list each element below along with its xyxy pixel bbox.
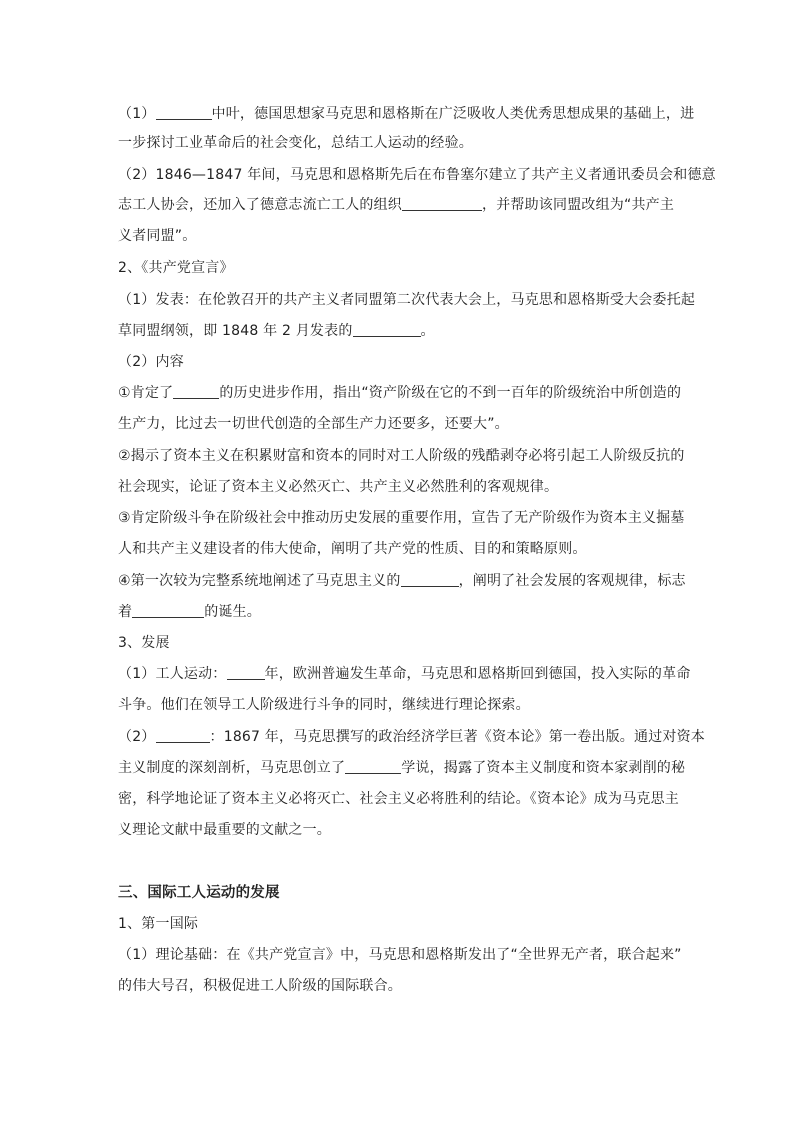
fill-in-blank xyxy=(156,728,210,743)
chapter-heading: 三、国际工人运动的发展 xyxy=(118,885,280,901)
fill-in-blank xyxy=(402,196,482,211)
text-line: （1）工人运动： 年，欧洲普遍发生革命，马克思和恩格斯回到德国，投入实际的革命 xyxy=(118,666,691,682)
text-line: 义者同盟”。 xyxy=(118,228,197,244)
section-heading: 1、第一国际 xyxy=(118,916,199,932)
fill-in-blank xyxy=(227,665,265,680)
text-line: 的伟大号召，积极促进工人阶级的国际联合。 xyxy=(118,978,402,994)
text-line: 草同盟纲领，即 1848 年 2 月发表的 。 xyxy=(118,323,435,339)
fill-in-blank xyxy=(173,384,219,399)
text-line: （1）理论基础：在《共产党宣言》中，马克思和恩格斯发出了“全世界无产者，联合起来” xyxy=(118,947,682,963)
text-line: 社会现实，论证了资本主义必然灭亡、共产主义必然胜利的客观规律。 xyxy=(118,479,559,495)
text-line: 着 的诞生。 xyxy=(118,604,262,620)
text-line: 斗争。他们在领导工人阶级进行斗争的同时，继续进行理论探索。 xyxy=(118,697,530,713)
text-line: 一步探讨工业革命后的社会变化，总结工人运动的经验。 xyxy=(118,135,473,151)
text-line: （2） ：1867 年，马克思撰写的政治经济学巨著《资本论》第一卷出版。通过对资本 xyxy=(118,729,705,745)
section-heading: 2、《共产党宣言》 xyxy=(118,260,234,276)
text-line: ②揭示了资本主义在积累财富和资本的同时对工人阶级的残酷剥夺必将引起工人阶级反抗的 xyxy=(118,448,685,464)
text-line: 密，科学地论证了资本主义必将灭亡、社会主义必将胜利的结论。《资本论》成为马克思主 xyxy=(118,791,679,807)
text-line: （1） 中叶，德国思想家马克思和恩格斯在广泛吸收人类优秀思想成果的基础上，进 xyxy=(118,106,695,122)
text-line: 志工人协会，还加入了德意志流亡工人的组织 ，并帮助该同盟改组为“共产主 xyxy=(118,197,675,213)
text-line: ③肯定阶级斗争在阶级社会中推动历史发展的重要作用，宣告了无产阶级作为资本主义掘墓 xyxy=(118,510,685,526)
text-line: （2）1846—1847 年间，马克思和恩格斯先后在布鲁塞尔建立了共产主义者通讯委员会和德意 xyxy=(118,167,716,183)
text-line: （2）内容 xyxy=(118,354,184,370)
fill-in-blank xyxy=(132,603,204,618)
text-line: ①肯定了 的历史进步作用，指出“资产阶级在它的不到一百年的阶级统治中所创造的 xyxy=(118,385,682,401)
fill-in-blank xyxy=(156,105,212,120)
fill-in-blank xyxy=(401,572,459,587)
text-line: 义理论文献中最重要的文献之一。 xyxy=(118,822,331,838)
text-line: 生产力，比过去一切世代创造的全部生产力还要多，还要大”。 xyxy=(118,416,509,432)
text-line: 人和共产主义建设者的伟大使命，阐明了共产党的性质、目的和策略原则。 xyxy=(118,541,587,557)
text-line: 主义制度的深刻剖析，马克思创立了 学说，揭露了资本主义制度和资本家剥削的秘 xyxy=(118,760,686,776)
fill-in-blank xyxy=(353,322,421,337)
fill-in-blank xyxy=(345,759,401,774)
text-line: ④第一次较为完整系统地阐述了马克思主义的 ，阐明了社会发展的客观规律，标志 xyxy=(118,573,686,589)
section-heading: 3、发展 xyxy=(118,635,170,651)
text-line: （1）发表：在伦敦召开的共产主义者同盟第二次代表大会上，马克思和恩格斯受大会委托起 xyxy=(118,292,696,308)
